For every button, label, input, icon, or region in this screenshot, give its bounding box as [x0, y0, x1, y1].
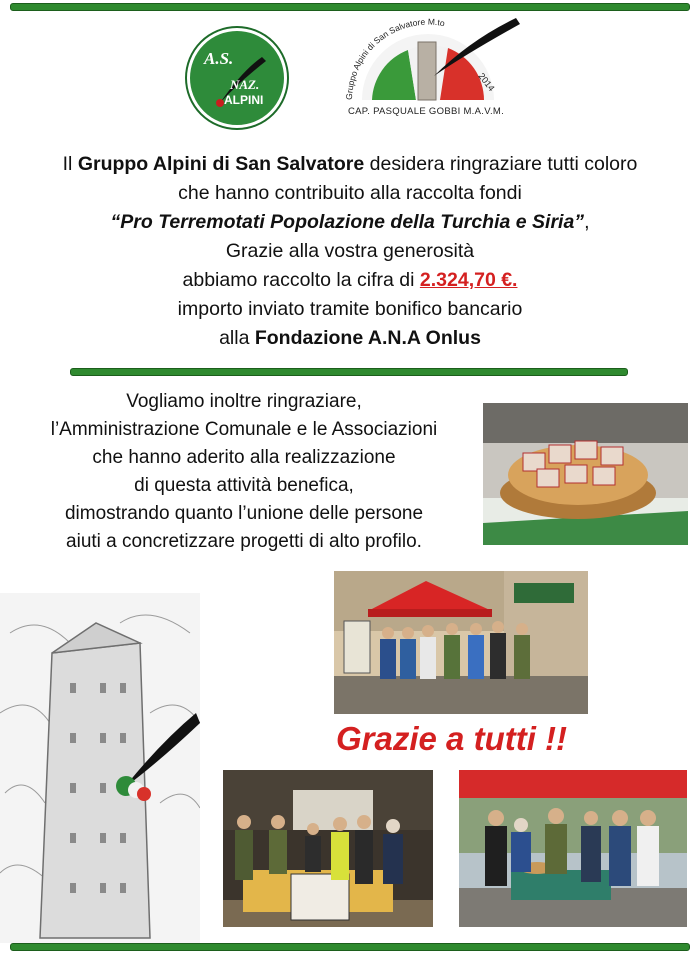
- intro-l5-pre: abbiamo raccolto la cifra di: [182, 269, 420, 291]
- group-logo-arc-text: Gruppo Alpini di San Salvatore M.to: [343, 16, 446, 101]
- ana-logo: [187, 28, 287, 128]
- intro-l6: importo inviato tramite bonifico bancario: [177, 298, 523, 320]
- group-name: Gruppo Alpini di San Salvatore: [77, 153, 365, 175]
- intro-l1-post: desidera ringraziare tutti coloro: [364, 153, 638, 175]
- bottom-divider: [10, 943, 690, 951]
- group-emblem-icon: [338, 14, 522, 106]
- intro-text: [0, 150, 700, 353]
- thanks-line-2: l’Amministrazione Comunale e le Associazioni: [50, 419, 438, 440]
- foundation-name: Fondazione A.N.A Onlus: [254, 327, 481, 349]
- group-logo-caption: CAP. PASQUALE GOBBI M.A.V.M.: [348, 106, 505, 117]
- thanks-text: [6, 388, 482, 556]
- bread-basket-photo: [483, 403, 688, 545]
- tent-group-photo: [334, 571, 588, 714]
- thanks-line-4: di questa attività benefica,: [134, 475, 354, 496]
- thanks-line-5: dimostrando quanto l’unione delle persone: [64, 503, 424, 524]
- ana-logo-line3: ALPINI: [224, 93, 264, 107]
- ana-logo-line1: A.S.: [204, 49, 234, 68]
- group-logo-year: 2014: [476, 71, 497, 94]
- ana-logo-line2: NAZ.: [230, 77, 260, 92]
- middle-divider: [70, 368, 628, 376]
- indoor-table-photo: [223, 770, 433, 927]
- intro-l2: che hanno contribuito alla raccolta fondi: [178, 182, 522, 204]
- closing-thanks: Grazie a tutti !!: [336, 720, 568, 757]
- outdoor-tent-photo: [459, 770, 687, 927]
- group-logo: [338, 14, 522, 124]
- intro-l4: Grazie alla vostra generosità: [225, 240, 475, 262]
- thanks-line-3: che hanno aderito alla realizzazione: [92, 447, 396, 468]
- intro-l1-pre: Il: [62, 153, 78, 175]
- tower-sketch: [0, 593, 200, 943]
- intro-l7-pre: alla: [219, 327, 255, 349]
- intro-l3-post: ,: [584, 211, 590, 233]
- thanks-line-6: aiuti a concretizzare progetti di alto profilo.: [66, 531, 422, 552]
- thanks-line-1: Vogliamo inoltre ringraziare,: [126, 391, 362, 412]
- top-divider: [10, 3, 690, 11]
- fundraiser-name: “Pro Terremotati Popolazione della Turchia e Siria”: [110, 211, 585, 233]
- amount-raised: 2.324,70 €.: [419, 269, 518, 291]
